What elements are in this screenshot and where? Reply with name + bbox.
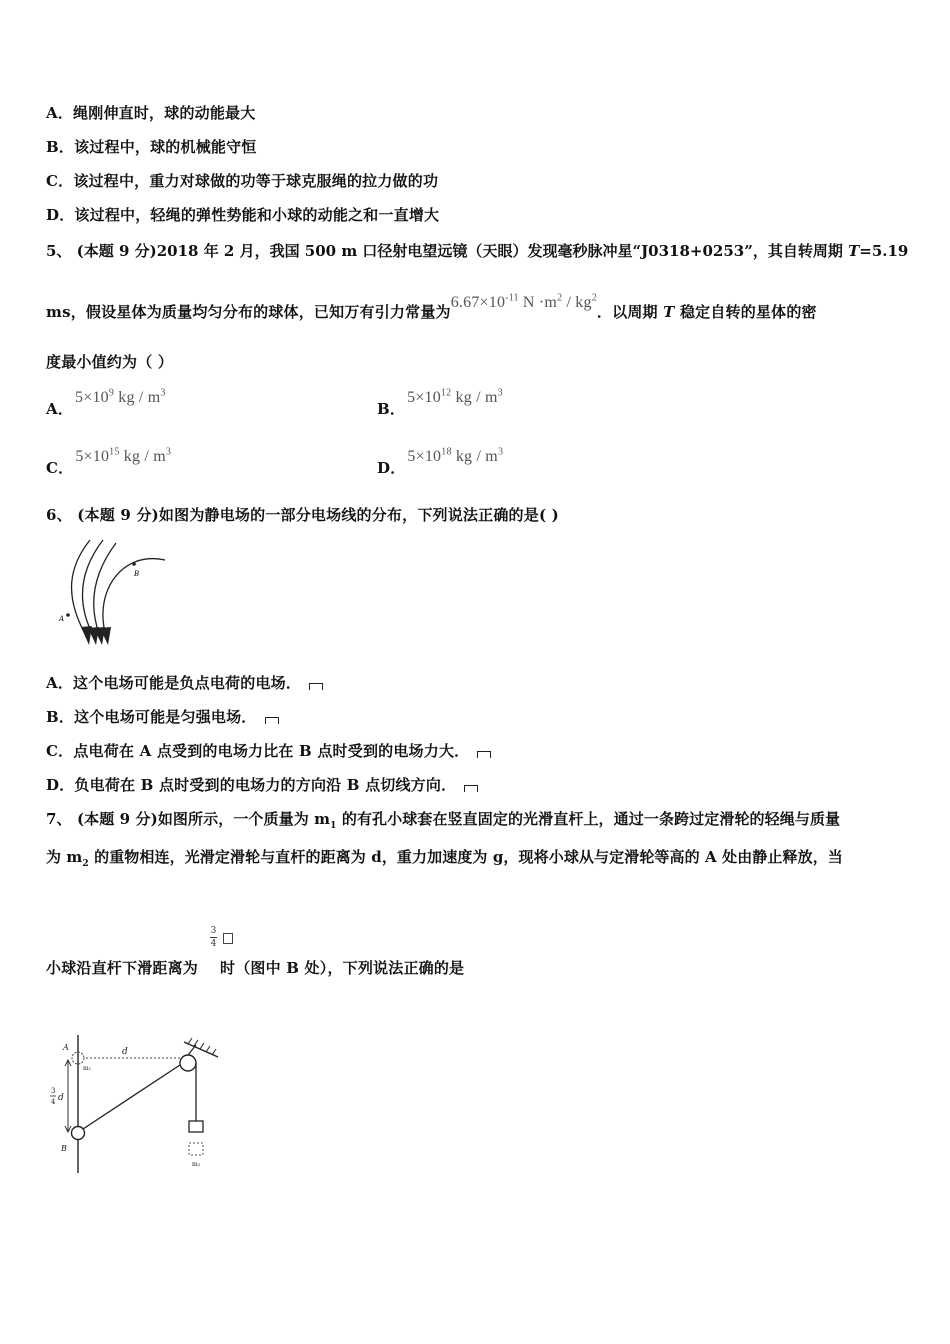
ceiling-hatching <box>188 1038 216 1055</box>
return-mark-icon <box>309 683 323 690</box>
q7-line2-sub: 2 <box>82 859 89 869</box>
q6-option-a <box>46 672 323 693</box>
q6-stem: 6、 (本题 9 分)如图为静电场的一部分电场线的分布，下列说法正确的是( ) <box>46 506 559 524</box>
g-unit2-exp: 2 <box>591 292 597 304</box>
unit: kg / m <box>451 448 498 465</box>
coef: 5×10 <box>407 448 442 465</box>
label-a: A <box>59 615 65 623</box>
option-text: 该过程中，重力对球做的功等于球克服绳的拉力做的功 <box>73 172 439 190</box>
q4-option-b <box>46 136 257 157</box>
option-label: C． <box>46 459 74 477</box>
point-a <box>66 613 70 617</box>
option-label: D． <box>377 459 406 477</box>
pulley-bracket <box>188 1045 196 1055</box>
return-mark-icon <box>477 751 491 758</box>
option-text: 该过程中，球的机械能守恒 <box>74 138 257 156</box>
label-b: B <box>61 1144 67 1153</box>
field-line-1 <box>72 540 90 639</box>
coef: 5×10 <box>75 389 109 406</box>
option-value <box>75 448 171 465</box>
field-line-3 <box>94 543 116 639</box>
label-d: d <box>122 1047 128 1057</box>
q7-line2-text: 为 m <box>46 848 83 866</box>
q6-option-b <box>46 706 279 727</box>
unit-exp: 3 <box>165 446 172 458</box>
q5-line1-text: 5、 (本题 9 分)2018 年 2 月，我国 500 m 口径射电望远镜（天眼）发现毫秒脉冲星“J0318+0253”，其自转周期 <box>46 242 849 260</box>
ball-position-b <box>72 1127 85 1140</box>
label-frac-var: d <box>58 1093 64 1103</box>
fraction-three-quarters <box>210 926 217 949</box>
g-coef: 6.67×10 <box>450 294 506 311</box>
option-label: B． <box>46 138 75 156</box>
q5-stem-line1 <box>46 240 908 261</box>
field-line-2 <box>83 540 103 639</box>
q6-option-c <box>46 740 491 761</box>
option-label: A． <box>46 400 74 418</box>
unit: kg / m <box>119 448 166 465</box>
g-unit2: / kg <box>562 294 592 311</box>
q7-stem-line1 <box>46 808 840 831</box>
option-label: B． <box>46 708 75 726</box>
option-text: 这个电场可能是匀强电场． <box>74 708 257 726</box>
unit-exp: 3 <box>497 446 504 458</box>
g-exp: -11 <box>505 292 519 304</box>
unit: kg / m <box>114 389 161 406</box>
q7-line2-text-b: 的重物相连，光滑定滑轮与直杆的距离为 d，重力加速度为 g，现将小球从与定滑轮等高的 A 处由静止释放，当 <box>88 848 843 866</box>
label-frac-num: 3 <box>51 1087 56 1095</box>
point-b <box>132 562 136 566</box>
return-mark-icon <box>464 785 478 792</box>
g-unit-exp: 2 <box>557 292 563 304</box>
unit-exp: 3 <box>160 387 166 399</box>
option-label: C． <box>46 742 74 760</box>
pulley <box>180 1055 196 1071</box>
exp: 9 <box>108 387 115 399</box>
q7-line3-text-b: 时（图中 B 处），下列说法正确的是 <box>220 959 465 977</box>
weight-m2 <box>189 1121 203 1132</box>
option-label: C． <box>46 172 74 190</box>
option-text: 点电荷在 A 点受到的电场力比在 B 点时受到的电场力大． <box>73 742 470 760</box>
q5-line2-text-b: ．以周期 <box>596 303 664 321</box>
option-label: A． <box>46 104 74 122</box>
q7-line1-text-b: 的有孔小球套在竖直固定的光滑直杆上，通过一条跨过定滑轮的轻绳与质量 <box>336 810 841 828</box>
option-text: 绳刚伸直时，球的动能最大 <box>73 104 256 122</box>
frac-denominator: 4 <box>210 939 217 949</box>
coef: 5×10 <box>75 448 110 465</box>
q7-stem-line3 <box>46 957 464 978</box>
q5-line2-text-c: 稳定自转的星体的密 <box>674 303 817 321</box>
option-label: A． <box>46 674 74 692</box>
option-value <box>407 389 503 406</box>
exp: 12 <box>440 387 452 399</box>
option-text: 该过程中，轻绳的弹性势能和小球的动能之和一直增大 <box>74 206 440 224</box>
rope <box>83 1063 183 1129</box>
option-label: B． <box>377 400 406 418</box>
unit: kg / m <box>451 389 498 406</box>
label-m2: m₂ <box>192 1161 201 1168</box>
q7-line1-text: 7、 (本题 9 分)如图所示，一个质量为 m <box>46 810 331 828</box>
label-a: A <box>63 1043 69 1052</box>
option-value <box>407 448 503 465</box>
q5-gravitational-constant <box>451 294 597 311</box>
pulley-rod-figure <box>46 1035 226 1175</box>
q6-option-d <box>46 774 478 795</box>
exp: 15 <box>109 446 120 458</box>
q7-stem-line2 <box>46 846 843 869</box>
exp: 18 <box>441 446 452 458</box>
label-frac-den: 4 <box>51 1098 56 1106</box>
q4-option-a <box>46 102 255 123</box>
option-label: D． <box>46 776 75 794</box>
label-m1: m₁ <box>83 1065 92 1072</box>
q4-option-d <box>46 204 439 225</box>
option-text: 这个电场可能是负点电荷的电场． <box>73 674 302 692</box>
label-b: B <box>134 570 140 578</box>
q7-line1-sub: 1 <box>330 821 337 831</box>
option-text: 负电荷在 B 点时受到的电场力的方向沿 B 点切线方向． <box>74 776 457 794</box>
q5-period-value: =5.19 <box>859 242 909 260</box>
q5-line2-var: T <box>663 303 675 321</box>
g-unit: N ·m <box>518 294 558 311</box>
unit-exp: 3 <box>497 387 503 399</box>
q7-line3-text: 小球沿直杆下滑距离为 <box>46 959 199 977</box>
option-value <box>75 389 166 406</box>
missing-glyph-box-icon <box>223 933 233 944</box>
q5-line2-text: ms，假设星体为质量均匀分布的球体，已知万有引力常量为 <box>46 303 451 321</box>
q5-stem-line3: 度最小值约为（ ） <box>46 353 174 371</box>
frac-bar <box>210 937 217 938</box>
frac-numerator: 3 <box>210 926 217 936</box>
option-label: D． <box>46 206 75 224</box>
q5-period-var: T <box>848 242 860 260</box>
q5-stem-line2 <box>46 292 817 322</box>
weight-initial-position <box>189 1143 203 1155</box>
electric-field-lines-figure <box>50 535 175 650</box>
q4-option-c <box>46 170 438 191</box>
coef: 5×10 <box>407 389 441 406</box>
return-mark-icon <box>265 717 279 724</box>
